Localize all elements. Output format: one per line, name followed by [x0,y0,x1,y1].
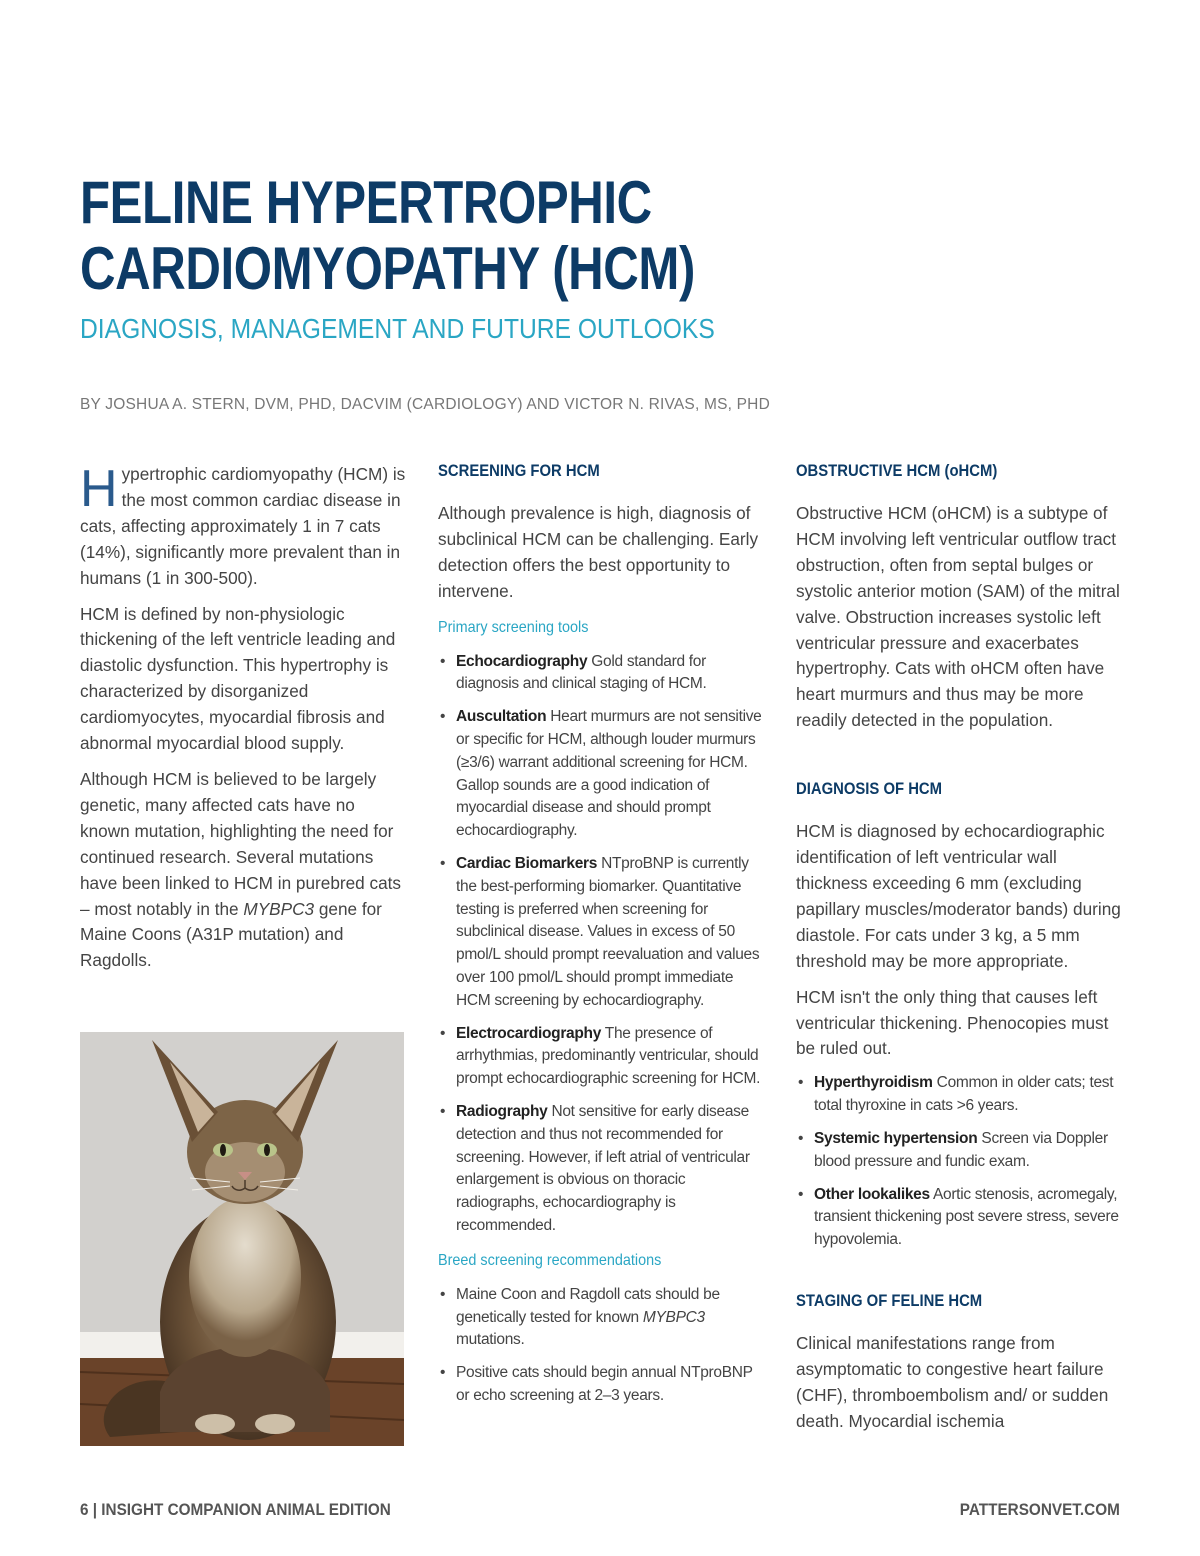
maine-coon-cat-photo [80,1032,404,1446]
title-line-2: CARDIOMYOPATHY (HCM) [80,235,695,302]
cat-illustration [80,1032,404,1446]
list-item-text: mutations. [456,1331,525,1349]
staging-heading: STAGING OF FELINE HCM [796,1291,983,1310]
list-item-text: Common in older cats; test total thyroxine in cats >6 years. [814,1074,1114,1115]
list-item [796,1184,1126,1252]
list-item-text: Aortic stenosis, acromegaly, transient thickening post severe stress, severe hypovolemia. [814,1185,1119,1249]
list-item [438,853,764,1013]
intro-paragraph-2: HCM is defined by non-physiologic thickening of the left ventricle leading and diastolic dysfunction. This hypertrophy is characterized by disorganized cardiomyocytes, myocardial fibrosis and abnormal myocardial blood supply. [80,603,396,754]
gene-name: MYBPC3 [243,898,315,919]
list-item [438,1284,764,1352]
screening-tools-heading: Primary screening tools [438,618,589,636]
list-item-term: Other lookalikes [814,1185,930,1203]
list-item [438,706,764,843]
obstructive-heading: OBSTRUCTIVE HCM (oHCM) [796,462,998,480]
list-item-text: Screen via Doppler blood pressure and fundic exam. [814,1129,1108,1170]
list-item [796,1072,1126,1118]
staging-body: Clinical manifestations range from asymptomatic to congestive heart failure (CHF), thromboembolism and/ or sudden death. Myocardial ischemia [796,1332,1109,1431]
list-item-text: Positive cats should begin annual NTproBNP or echo screening at 2–3 years. [456,1364,753,1404]
obstructive-body: Obstructive HCM (oHCM) is a subtype of HCM involving left ventricular outflow tract obstruction, often from septal bulges or systolic anterior motion (SAM) of the mitral valve. Obstruction increases systolic left ventricular pressure and exacerbates hypertrophy. Cats with oHCM often have heart murmurs and thus may be more readily detected in the population. [796,503,1120,731]
list-item [438,651,764,697]
list-item-term: Hyperthyroidism [814,1074,933,1092]
list-item [796,1128,1126,1174]
byline: BY JOSHUA A. STERN, DVM, PHD, DACVIM (CARDIOLOGY) AND VICTOR N. RIVAS, MS, PHD [80,396,770,413]
column-obstructive-diagnosis [796,462,1126,1445]
diagnosis-heading: DIAGNOSIS OF HCM [796,780,943,799]
list-item [438,1101,764,1238]
list-item [438,1362,764,1408]
phenocopies-list [796,1072,1126,1252]
list-item-term: Cardiac Biomarkers [456,855,598,872]
list-item-text: Maine Coon and Ragdoll cats should be genetically tested for known [456,1285,720,1326]
intro-paragraph-3-b: gene for Maine Coons (A31P mutation) and Ragdolls. [80,898,382,971]
diagnosis-body-1: HCM is diagnosed by echocardiographic identification of left ventricular wall thickness exceeding 6 mm (excluding papillary muscles/moderator bands) during diastole. For cats under 3 kg, a 5 mm threshold may be more appropriate. [796,821,1121,971]
intro-paragraph-1-text: ypertrophic cardiomyopathy (HCM) is the most common cardiac disease in cats, affecting approximately 1 in 7 cats (14%), significantly more prevalent than in humans (1 in 300-500). [80,464,406,588]
screening-body: Although prevalence is high, diagnosis of subclinical HCM can be challenging. Early detection offers the best opportunity to intervene. [438,503,759,601]
list-item-term: Radiography [456,1102,548,1120]
list-item-term: Electrocardiography [456,1024,602,1042]
screening-heading: SCREENING FOR HCM [438,462,600,480]
list-item-text: Heart murmurs are not sensitive or specific for HCM, although louder murmurs (≥3/6) warrant additional screening for HCM. Gallop sounds are a good indication of myocardial disease and should prompt echocardiography. [456,708,762,840]
breed-screening-heading: Breed screening recommendations [438,1251,662,1269]
column-intro [80,462,406,984]
list-item-text: Not sensitive for early disease detection and thus not recommended for screening. However, if left atrial of ventricular enlargement is obvious on thoracic radiographs, echocardiography is recommended. [456,1102,750,1234]
drop-cap: H [80,460,118,518]
intro-paragraph-1 [80,462,406,592]
diagnosis-body-2: HCM isn't the only thing that causes left ventricular thickening. Phenocopies must be ruled out. [796,986,1109,1059]
list-item-text: Gold standard for diagnosis and clinical staging of HCM. [456,652,707,693]
intro-paragraph-3-a: Although HCM is believed to be largely genetic, many affected cats have no known mutation, highlighting the need for continued research. Several mutations have been linked to HCM in purebred cats – most notably in the [80,768,402,919]
list-item [438,1023,764,1091]
breed-screening-list [438,1284,764,1408]
list-item-text: NTproBNP is currently the best-performing biomarker. Quantitative testing is preferred when screening for subclinical disease. Values in excess of 50 pmol/L should prompt reevaluation and values over 100 pmol/L should prompt immediate HCM screening by echocardiography. [456,855,760,1009]
article-subtitle: DIAGNOSIS, MANAGEMENT AND FUTURE OUTLOOKS [80,313,715,344]
footer-page-label: 6 | INSIGHT COMPANION ANIMAL EDITION [80,1500,391,1519]
list-item-term: Auscultation [456,708,547,726]
gene-name: MYBPC3 [642,1308,705,1326]
column-screening [438,462,764,1418]
footer-website: PATTERSONVET.COM [959,1500,1120,1519]
list-item-text: The presence of arrhythmias, predominantly ventricular, should prompt echocardiographic screening for HCM. [456,1024,761,1088]
intro-paragraph-3 [80,767,406,974]
screening-tools-list [438,651,764,1238]
list-item-term: Systemic hypertension [814,1129,978,1147]
title-line-1: FELINE HYPERTROPHIC [80,169,652,236]
article-title [80,170,818,302]
list-item-term: Echocardiography [456,652,588,670]
